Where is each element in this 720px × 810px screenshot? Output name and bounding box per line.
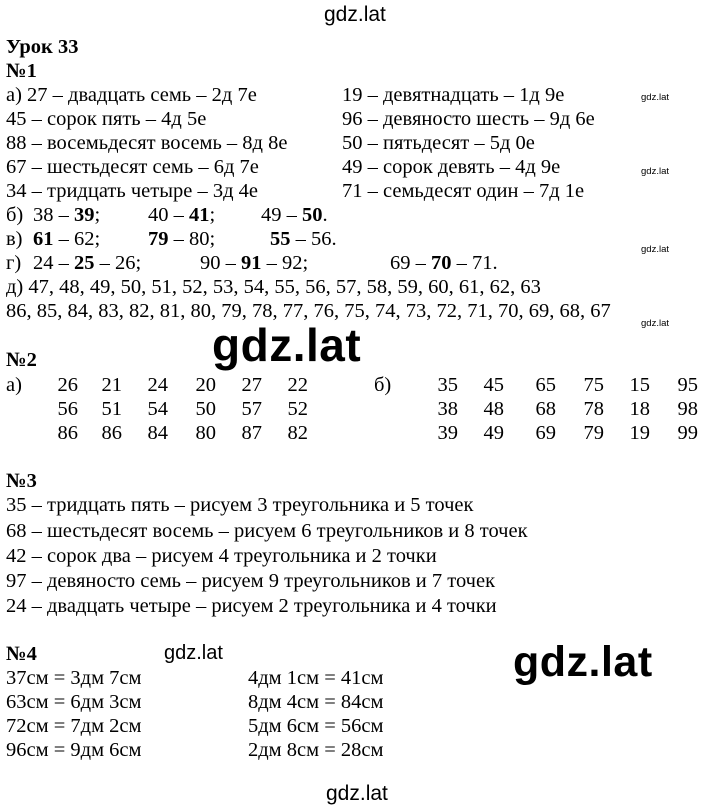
task4-right-line: 5дм 6см = 56см <box>248 715 384 737</box>
task2-a-cell: 87 <box>241 422 262 444</box>
task1-right-line: 96 – девяносто шесть – 9д 6е <box>342 108 595 130</box>
task4-left-line: 96см = 9дм 6см <box>6 739 142 761</box>
task2-b-cell: 49 <box>483 422 504 444</box>
task1-v-group-3: 55 – 56. <box>270 228 337 250</box>
task2-a-cell: 54 <box>147 398 168 420</box>
watermark-mid: gdz.lat <box>164 642 223 664</box>
task1-left-line: 45 – сорок пять – 4д 5е <box>6 108 207 130</box>
task2-b-cell: 18 <box>629 398 650 420</box>
task1-right-line: 71 – семьдесят один – 7д 1е <box>342 180 585 202</box>
task2-b-cell: 35 <box>437 374 458 396</box>
task1-left-line: 88 – восемьдесят восемь – 8д 8е <box>6 132 288 154</box>
task2-a-cell: 57 <box>241 398 262 420</box>
task4-left-line: 72см = 7дм 2см <box>6 715 142 737</box>
task1-left-line: 67 – шестьдесят семь – 6д 7е <box>6 156 259 178</box>
task2-b-cell: 68 <box>535 398 556 420</box>
task4-left-line: 37см = 3дм 7см <box>6 667 142 689</box>
task2-b-cell: 78 <box>583 398 604 420</box>
task2-a-label: а) <box>6 374 22 396</box>
watermark-big-1: gdz.lat <box>212 319 362 371</box>
task2-a-cell: 80 <box>195 422 216 444</box>
task2-a-cell: 22 <box>287 374 308 396</box>
task1-g-group-2: 90 – 91 – 92; <box>200 252 309 274</box>
task2-a-cell: 50 <box>195 398 216 420</box>
task1-g-group-1: 24 – 25 – 26; <box>33 252 142 274</box>
task2-b-cell: 65 <box>535 374 556 396</box>
task1-right-line: 50 – пятьдесят – 5д 0е <box>342 132 535 154</box>
task2-b-cell: 48 <box>483 398 504 420</box>
task2-a-cell: 86 <box>101 422 122 444</box>
task4-right-line: 4дм 1см = 41см <box>248 667 384 689</box>
task2-a-cell: 21 <box>101 374 122 396</box>
task2-b-cell: 69 <box>535 422 556 444</box>
task4-right-line: 8дм 4см = 84см <box>248 691 384 713</box>
task3-header: №3 <box>6 470 37 492</box>
task2-b-cell: 79 <box>583 422 604 444</box>
task1-right-line: 19 – девятнадцать – 1д 9е <box>342 84 565 106</box>
task4-right-line: 2дм 8см = 28см <box>248 739 384 761</box>
task1-d-line-1: д) 47, 48, 49, 50, 51, 52, 53, 54, 55, 56, 57, 58, 59, 60, 61, 62, 63 <box>6 276 541 298</box>
watermark-small-1: gdz.lat <box>641 92 669 103</box>
task1-d-line-2: 86, 85, 84, 83, 82, 81, 80, 79, 78, 77, 76, 75, 74, 73, 72, 71, 70, 69, 68, 67 <box>6 300 611 322</box>
task1-b-label: б) <box>6 204 24 226</box>
task2-b-cell: 19 <box>629 422 650 444</box>
watermark-small-4: gdz.lat <box>641 318 669 329</box>
task2-b-cell: 75 <box>583 374 604 396</box>
task2-b-label: б) <box>374 374 392 396</box>
task2-a-cell: 24 <box>147 374 168 396</box>
task2-header: №2 <box>6 349 37 371</box>
task3-line: 42 – сорок два – рисуем 4 треугольника и 2 точки <box>6 545 437 567</box>
task4-header: №4 <box>6 643 37 665</box>
task2-a-cell: 27 <box>241 374 262 396</box>
task2-b-cell: 95 <box>677 374 698 396</box>
task1-right-line: 49 – сорок девять – 4д 9е <box>342 156 561 178</box>
task1-v-group-2: 79 – 80; <box>148 228 216 250</box>
watermark-top: gdz.lat <box>324 3 386 26</box>
task3-line: 35 – тридцать пять – рисуем 3 треугольника и 5 точек <box>6 494 474 516</box>
lesson-title: Урок 33 <box>6 36 79 58</box>
task2-b-cell: 39 <box>437 422 458 444</box>
task1-b-group-1: 38 – 39; <box>33 204 101 226</box>
task1-left-line: а) 27 – двадцать семь – 2д 7е <box>6 84 257 106</box>
task1-v-label: в) <box>6 228 23 250</box>
task2-a-cell: 26 <box>57 374 78 396</box>
task2-b-cell: 99 <box>677 422 698 444</box>
task2-a-cell: 52 <box>287 398 308 420</box>
task2-a-cell: 82 <box>287 422 308 444</box>
watermark-bottom: gdz.lat <box>326 782 388 805</box>
task1-left-line: 34 – тридцать четыре – 3д 4е <box>6 180 258 202</box>
task1-g-label: г) <box>6 252 22 274</box>
task2-a-cell: 20 <box>195 374 216 396</box>
task1-header: №1 <box>6 60 37 82</box>
task2-b-cell: 38 <box>437 398 458 420</box>
task4-left-line: 63см = 6дм 3см <box>6 691 142 713</box>
watermark-big-2: gdz.lat <box>513 638 653 686</box>
task2-a-cell: 51 <box>101 398 122 420</box>
task2-a-cell: 84 <box>147 422 168 444</box>
task2-a-cell: 86 <box>57 422 78 444</box>
task2-a-cell: 56 <box>57 398 78 420</box>
task2-b-cell: 98 <box>677 398 698 420</box>
task3-line: 68 – шестьдесят восемь – рисуем 6 треугольников и 8 точек <box>6 520 528 542</box>
watermark-small-3: gdz.lat <box>641 244 669 255</box>
task2-b-cell: 45 <box>483 374 504 396</box>
task1-g-group-3: 69 – 70 – 71. <box>390 252 498 274</box>
watermark-small-2: gdz.lat <box>641 166 669 177</box>
task3-line: 24 – двадцать четыре – рисуем 2 треугольника и 4 точки <box>6 595 497 617</box>
task3-line: 97 – девяносто семь – рисуем 9 треугольников и 7 точек <box>6 570 496 592</box>
task1-v-group-1: 61 – 62; <box>33 228 101 250</box>
task2-b-cell: 15 <box>629 374 650 396</box>
task1-b-group-2: 40 – 41; <box>148 204 216 226</box>
task1-b-group-3: 49 – 50. <box>261 204 328 226</box>
